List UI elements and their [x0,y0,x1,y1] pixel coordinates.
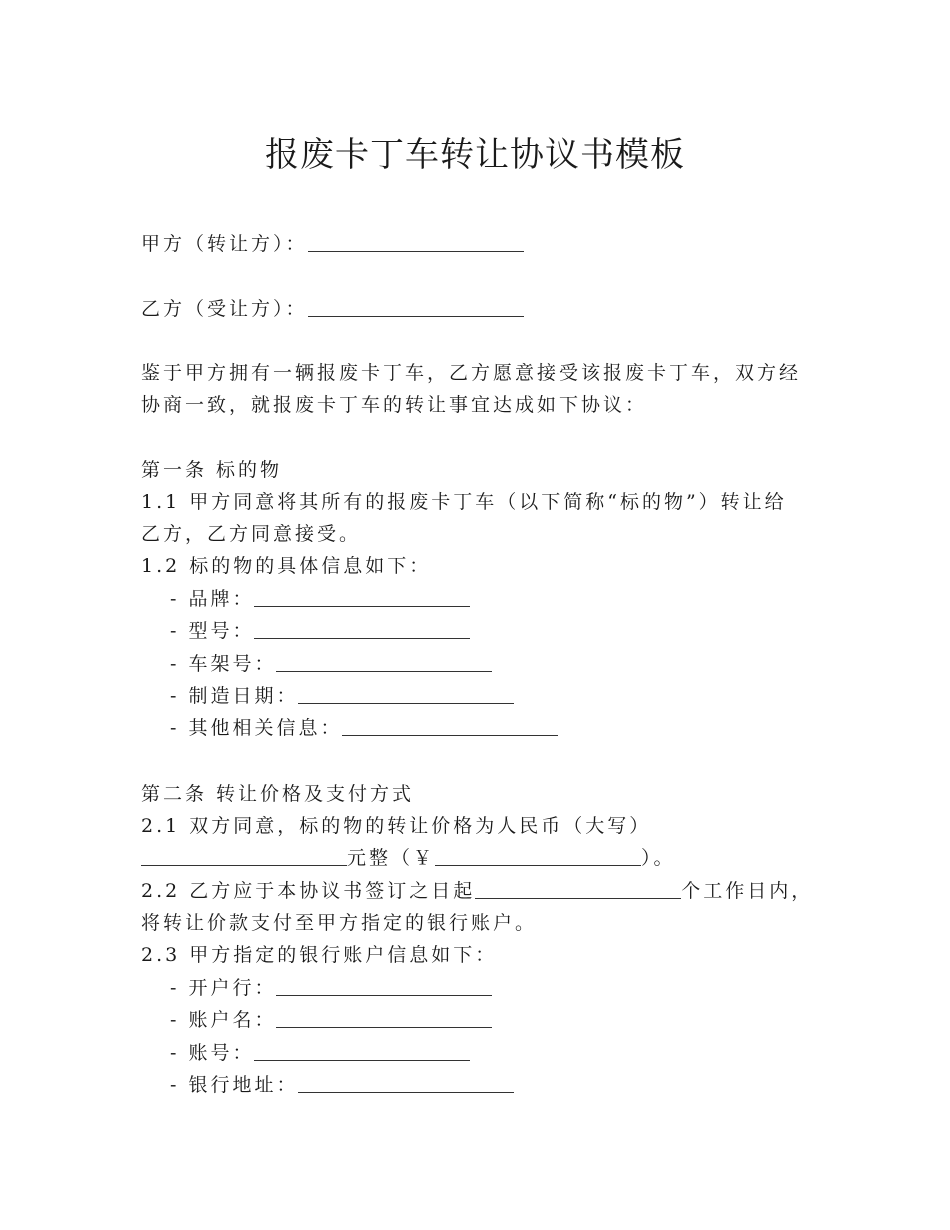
party-b-label: 乙方（受让方）： [141,298,308,320]
model-blank[interactable] [254,620,470,639]
party-b-blank[interactable] [308,298,524,317]
party-a-blank[interactable] [308,233,524,252]
price-words-blank[interactable] [141,847,347,866]
clause-1-2: 1.2 标的物的具体信息如下： [141,555,432,577]
item-account-number-label: - 账号： [170,1042,255,1064]
party-a-line [141,230,524,258]
preamble-line-2: 协商一致，就报废卡丁车的转让事宜达成如下协议： [141,394,648,416]
clause-2-2-text: 2.2 乙方应于本协议书签订之日起 [141,880,476,902]
article-2-heading: 第二条 转让价格及支付方式 [141,783,415,805]
item-manufacture-date [170,682,514,710]
clause-2-1-line-1: 2.1 双方同意，标的物的转让价格为人民币（大写） [141,815,652,837]
clause-2-2-end-text: 个工作日内， [681,880,814,902]
payment-days-blank[interactable] [475,880,681,899]
item-brand-label: - 品牌： [170,588,255,610]
item-account-name-label: - 账户名： [170,1009,277,1031]
account-name-blank[interactable] [276,1009,492,1028]
item-frame-number-label: - 车架号： [170,653,277,675]
manufacture-date-blank[interactable] [298,685,514,704]
item-manufacture-date-label: - 制造日期： [170,685,299,707]
item-bank-name-label: - 开户行： [170,977,277,999]
clause-2-2-line-2: 将转让价款支付至甲方指定的银行账户。 [141,912,538,934]
clause-2-1-line-2 [141,844,676,872]
item-brand [170,585,470,613]
item-model [170,617,470,645]
clause-2-3: 2.3 甲方指定的银行账户信息如下： [141,944,498,966]
price-number-blank[interactable] [435,847,641,866]
item-model-label: - 型号： [170,620,255,642]
clause-1-1-line-1: 1.1 甲方同意将其所有的报废卡丁车（以下简称“标的物”）转让给 [141,491,787,513]
item-account-name [170,1006,492,1034]
party-a-label: 甲方（转让方）： [141,233,308,255]
item-bank-name [170,974,492,1002]
article-1-heading: 第一条 标的物 [141,459,283,481]
clause-1-1-line-2: 乙方，乙方同意接受。 [141,523,362,545]
bank-address-blank[interactable] [298,1074,514,1093]
price-end-text: ）。 [641,847,676,869]
price-mid-text: 元整（￥ [347,847,436,869]
item-other-info [170,714,558,742]
bank-name-blank[interactable] [276,977,492,996]
other-info-blank[interactable] [342,717,558,736]
account-number-blank[interactable] [254,1042,470,1061]
party-b-line [141,295,524,323]
clause-2-2-line-1 [141,877,813,905]
document-title: 报废卡丁车转让协议书模板 [265,135,685,175]
brand-blank[interactable] [254,588,470,607]
item-account-number [170,1039,470,1067]
item-bank-address-label: - 银行地址： [170,1074,299,1096]
item-bank-address [170,1071,514,1099]
item-other-info-label: - 其他相关信息： [170,717,343,739]
preamble-line-1: 鉴于甲方拥有一辆报废卡丁车，乙方愿意接受该报废卡丁车，双方经 [141,362,802,384]
item-frame-number [170,650,492,678]
frame-number-blank[interactable] [276,653,492,672]
